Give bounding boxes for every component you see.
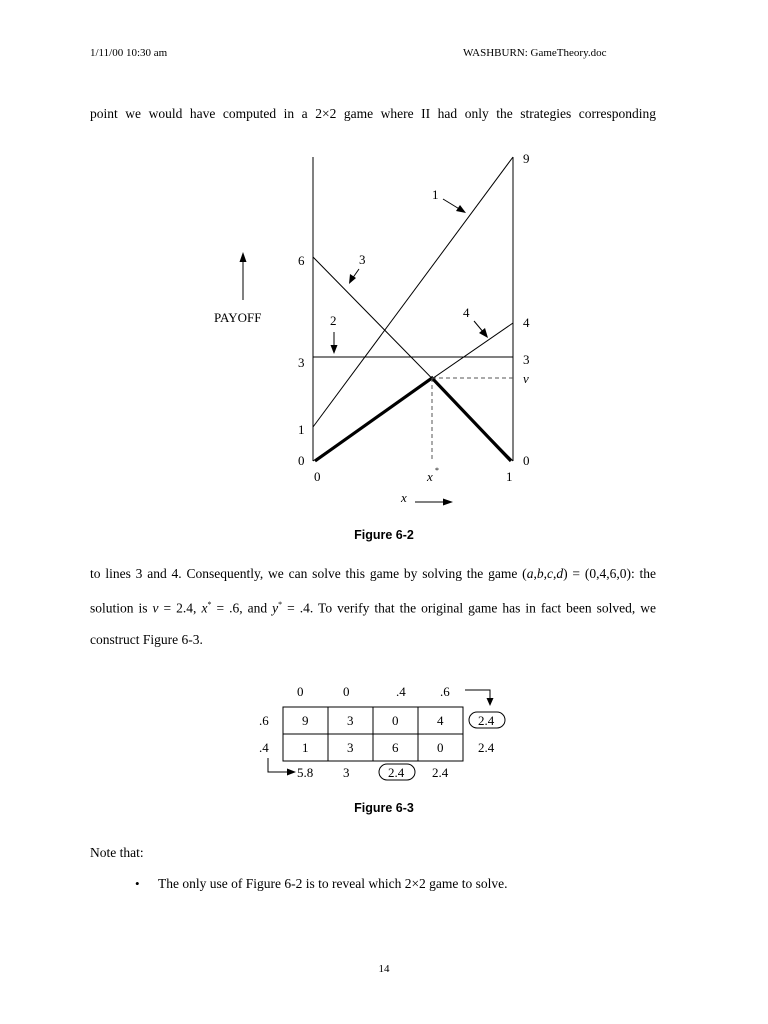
para2-var-c: c <box>546 566 553 581</box>
para2-var-a: a <box>526 566 534 581</box>
header-filename: WASHBURN: GameTheory.doc <box>463 47 607 59</box>
line-1 <box>313 157 513 427</box>
col-arrowhead <box>487 698 494 706</box>
matrix-cell: 4 <box>437 713 444 728</box>
para2-var-y: y <box>272 600 279 616</box>
matrix-cell: 3 <box>347 740 354 755</box>
para2-text-1: to lines 3 and 4. Consequently, we can solve this game by solving the game ( <box>90 566 527 581</box>
x-star-superscript: * <box>435 466 439 475</box>
x-tick-0: 0 <box>314 469 321 484</box>
row-prob-2: .4 <box>259 740 269 755</box>
right-tick-9: 9 <box>523 151 530 166</box>
note-heading: Note that: <box>90 845 144 860</box>
figure-6-3-caption: Figure 6-3 <box>354 801 414 815</box>
payoff-arrowhead <box>240 252 247 262</box>
left-tick-1: 1 <box>298 422 305 437</box>
para2-var-b: b <box>536 566 544 581</box>
matrix-cell: 3 <box>347 713 354 728</box>
col-prob-1: 0 <box>297 684 304 699</box>
row-prob-1: .6 <box>259 713 269 728</box>
col-arrow <box>465 690 490 700</box>
col-prob-3: .4 <box>396 684 406 699</box>
paragraph-top: point we would have computed in a 2×2 game where II had only the strategies corresponding <box>90 106 656 121</box>
line-label-4: 4 <box>463 305 470 320</box>
paragraph-middle: to lines 3 and 4. Consequently, we can solve this game by solving the game (a,b,c,d) = (0,4,6,0): the solution is v = 2.4, x* = .6, and y* = .4. To verify that the original game has in fact been solved, we construct Figure 6-3. <box>90 566 657 647</box>
para2-var-x: x <box>201 600 208 616</box>
col-value-4: 2.4 <box>432 765 449 780</box>
bullet-item: The only use of Figure 6-2 is to reveal which 2×2 game to solve. <box>158 876 508 891</box>
left-tick-0: 0 <box>298 453 305 468</box>
para2-y-star: * <box>278 600 283 609</box>
header-date: 1/11/00 10:30 am <box>90 47 168 59</box>
col-value-3: 2.4 <box>388 765 405 780</box>
label-2-arrowhead <box>331 345 338 354</box>
figure-6-2-caption: Figure 6-2 <box>354 528 414 542</box>
para2-text-3: = 2.4, <box>158 600 202 616</box>
x-tick-1: 1 <box>506 469 513 484</box>
lower-envelope <box>315 378 511 461</box>
para2-var-v: v <box>152 600 159 616</box>
label-4-arrowhead <box>479 328 488 338</box>
para2-var-d: d <box>556 566 564 581</box>
bullet-icon: • <box>135 876 140 891</box>
x-axis-arrowhead <box>443 499 453 506</box>
row-arrowhead <box>287 769 296 776</box>
figure-6-3 <box>0 670 768 790</box>
line-label-3: 3 <box>359 252 366 267</box>
x-star-label: x <box>427 469 433 484</box>
col-prob-2: 0 <box>343 684 350 699</box>
line-label-2: 2 <box>330 313 337 328</box>
right-tick-v: v <box>523 371 529 386</box>
row-value-1: 2.4 <box>478 713 495 728</box>
label-1-arrowhead <box>456 205 466 213</box>
para2-text-5: = .4. To verify that the original game has in fact been solved, we construct Figure 6-3. <box>90 600 656 647</box>
right-tick-0: 0 <box>523 453 530 468</box>
para2-text-4: = .6, and <box>211 600 273 616</box>
matrix-cell: 0 <box>392 713 399 728</box>
left-tick-6: 6 <box>298 253 305 268</box>
para2-text-2: ) = (0,4,6,0): the solution is <box>90 566 657 616</box>
matrix-cell: 6 <box>392 740 399 755</box>
right-tick-4: 4 <box>523 315 530 330</box>
matrix-cell: 0 <box>437 740 444 755</box>
payoff-label: PAYOFF <box>214 310 262 325</box>
para2-x-star: * <box>207 600 212 609</box>
right-tick-3: 3 <box>523 352 530 367</box>
matrix-cell: 1 <box>302 740 309 755</box>
row-arrow <box>268 758 290 772</box>
col-value-1: 5.8 <box>297 765 314 780</box>
x-axis-label: x <box>401 490 407 505</box>
matrix-cell: 9 <box>302 713 309 728</box>
line-label-1: 1 <box>432 187 439 202</box>
left-tick-3: 3 <box>298 355 305 370</box>
row-value-2: 2.4 <box>478 740 495 755</box>
page-number: 14 <box>378 963 390 975</box>
col-value-2: 3 <box>343 765 350 780</box>
col-prob-4: .6 <box>440 684 450 699</box>
